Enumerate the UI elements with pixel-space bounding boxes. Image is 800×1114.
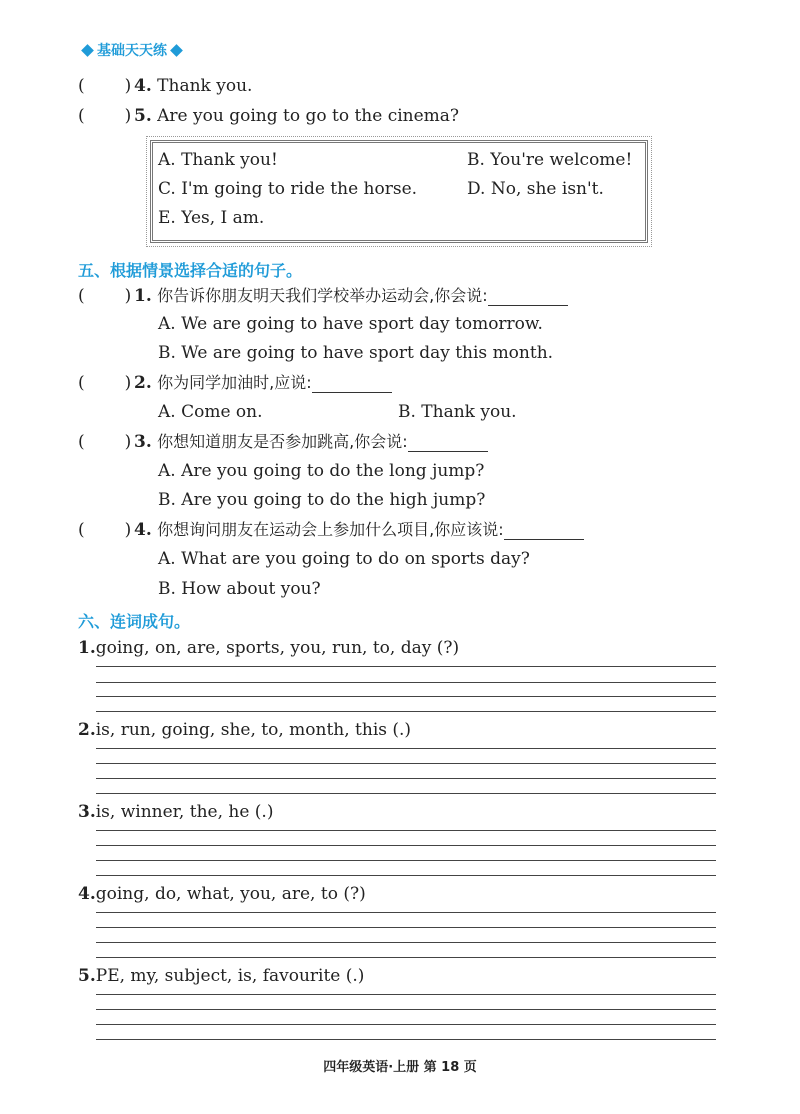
option-b: B. You're welcome! [467, 150, 633, 170]
choice-a: A. We are going to have sport day tomorrow. [158, 314, 543, 334]
answer-parentheses[interactable]: ( ) [78, 432, 132, 452]
question-text: Thank you. [157, 76, 253, 96]
question-row [78, 76, 252, 96]
header-title: 基础天天练 [97, 43, 167, 59]
question-prompt: 你告诉你朋友明天我们学校举办运动会,你会说: [157, 286, 488, 305]
page-header [78, 40, 186, 60]
answer-line[interactable] [96, 696, 716, 697]
item-number: 1. [78, 638, 96, 658]
answer-line[interactable] [96, 666, 716, 667]
sentence-item [78, 884, 366, 904]
question-prompt: 你想询问朋友在运动会上参加什么项目,你应该说: [157, 520, 504, 539]
item-number: 4. [78, 884, 96, 904]
section-title-5: 五、根据情景选择合适的句子。 [78, 261, 303, 280]
choice-a: A. Come on. [158, 402, 263, 422]
answer-line[interactable] [96, 1024, 716, 1025]
diamond-icon [81, 44, 94, 57]
answer-line[interactable] [96, 994, 716, 995]
sentence-item [78, 966, 364, 986]
diamond-icon [170, 44, 183, 57]
question-row [78, 106, 459, 126]
choice-a: A. Are you going to do the long jump? [158, 461, 485, 481]
question-number: 2. [134, 373, 152, 393]
answer-line[interactable] [96, 845, 716, 846]
item-number: 2. [78, 720, 96, 740]
answer-parentheses[interactable]: ( ) [78, 520, 132, 540]
word-list: is, run, going, she, to, month, this (.) [95, 720, 412, 740]
question-row [78, 373, 392, 393]
word-list: is, winner, the, he (.) [95, 802, 274, 822]
section-title-6: 六、连词成句。 [78, 612, 191, 631]
answer-line[interactable] [96, 912, 716, 913]
answer-line[interactable] [96, 711, 716, 712]
choice-b: B. Thank you. [398, 402, 517, 422]
answer-blank[interactable] [504, 521, 584, 540]
answer-line[interactable] [96, 860, 716, 861]
choice-b: B. We are going to have sport day this month. [158, 343, 554, 363]
question-number: 1. [134, 286, 152, 306]
question-prompt: 你想知道朋友是否参加跳高,你会说: [157, 432, 408, 451]
answer-parentheses[interactable]: ( ) [78, 373, 132, 393]
question-number: 4. [134, 76, 152, 96]
item-number: 3. [78, 802, 96, 822]
question-number: 5. [134, 106, 152, 126]
answer-parentheses[interactable]: ( ) [78, 286, 132, 306]
answer-parentheses[interactable]: ( ) [78, 76, 132, 96]
answer-line[interactable] [96, 748, 716, 749]
answer-line[interactable] [96, 763, 716, 764]
page-footer: 四年级英语·上册 第 18 页 [323, 1060, 477, 1075]
sentence-item [78, 638, 459, 658]
answer-line[interactable] [96, 942, 716, 943]
word-list: PE, my, subject, is, favourite (.) [95, 966, 365, 986]
option-e: E. Yes, I am. [158, 208, 265, 228]
question-number: 4. [134, 520, 152, 540]
choice-b: B. Are you going to do the high jump? [158, 490, 486, 510]
answer-line[interactable] [96, 682, 716, 683]
option-d: D. No, she isn't. [467, 179, 604, 199]
question-number: 3. [134, 432, 152, 452]
item-number: 5. [78, 966, 96, 986]
answer-line[interactable] [96, 875, 716, 876]
answer-line[interactable] [96, 1009, 716, 1010]
answer-blank[interactable] [312, 374, 392, 393]
word-list: going, on, are, sports, you, run, to, day (?) [95, 638, 460, 658]
question-row [78, 520, 584, 540]
answer-line[interactable] [96, 830, 716, 831]
answer-blank[interactable] [488, 287, 568, 306]
sentence-item [78, 802, 273, 822]
question-prompt: 你为同学加油时,应说: [157, 373, 312, 392]
sentence-item [78, 720, 411, 740]
answer-line[interactable] [96, 1039, 716, 1040]
answer-line[interactable] [96, 927, 716, 928]
question-row [78, 286, 568, 306]
answer-line[interactable] [96, 778, 716, 779]
answer-blank[interactable] [408, 433, 488, 452]
word-list: going, do, what, you, are, to (?) [95, 884, 366, 904]
answer-line[interactable] [96, 957, 716, 958]
answer-line[interactable] [96, 793, 716, 794]
choice-b: B. How about you? [158, 579, 321, 599]
question-row [78, 432, 488, 452]
choice-a: A. What are you going to do on sports day? [158, 549, 530, 569]
option-a: A. Thank you! [158, 150, 278, 170]
option-c: C. I'm going to ride the horse. [158, 179, 418, 199]
answer-parentheses[interactable]: ( ) [78, 106, 132, 126]
question-text: Are you going to go to the cinema? [157, 106, 460, 126]
